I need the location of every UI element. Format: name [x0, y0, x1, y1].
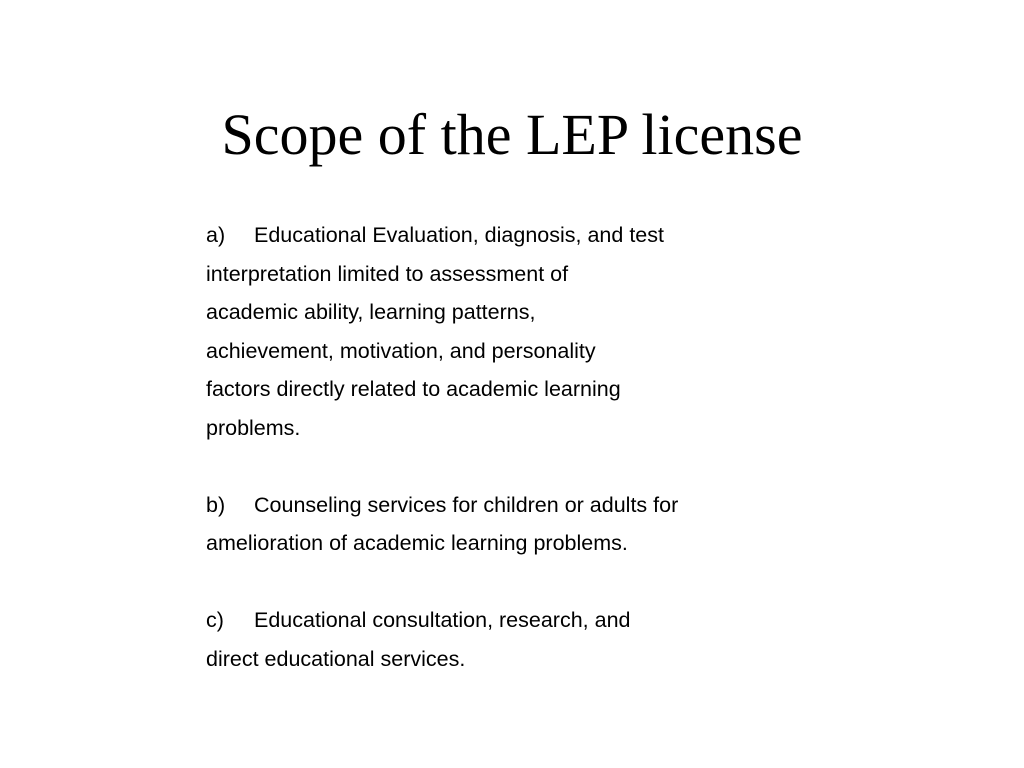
list-item-first-line	[206, 601, 826, 640]
list-marker: b)	[206, 492, 226, 517]
list-item-text: amelioration of academic learning problems.	[206, 531, 628, 555]
list-item-b	[206, 486, 826, 563]
list-item-text: interpretation limited to assessment of	[206, 261, 569, 286]
list-item-a	[206, 216, 826, 447]
list-item-text: factors directly related to academic learning	[206, 377, 621, 401]
list-marker: c)	[206, 608, 224, 632]
list-item-text: academic ability, learning patterns,	[206, 300, 536, 324]
slide-body	[206, 216, 826, 678]
list-item-text: problems.	[206, 415, 301, 440]
list-item-text: Educational Evaluation, diagnosis, and test	[254, 223, 664, 247]
list-item-first-line	[206, 486, 826, 525]
list-marker: a)	[206, 223, 226, 247]
list-item-c	[206, 601, 826, 678]
list-item-text: achievement, motivation, and personality	[206, 338, 596, 363]
list-item-text: Counseling services for children or adults for	[254, 492, 679, 517]
list-item-text: direct educational services.	[206, 646, 466, 671]
list-item-first-line	[206, 216, 826, 255]
list-item-text: Educational consultation, research, and	[254, 608, 631, 632]
slide-title: Scope of the LEP license	[221, 102, 803, 167]
